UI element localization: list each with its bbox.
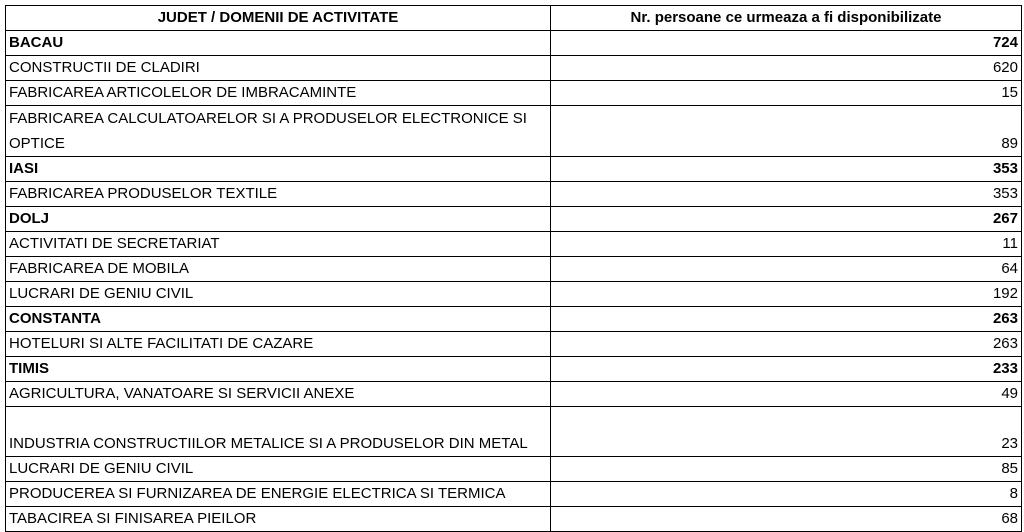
activity-name: FABRICAREA ARTICOLELOR DE IMBRACAMINTE <box>6 81 551 106</box>
activity-name: INDUSTRIA CONSTRUCTIILOR METALICE SI A PRODUSELOR DIN METAL <box>6 407 551 457</box>
table-row <box>6 182 1022 207</box>
table-row <box>6 457 1022 482</box>
table-row <box>6 332 1022 357</box>
activity-count: 85 <box>551 457 1022 482</box>
activity-count: 49 <box>551 382 1022 407</box>
activity-count: 64 <box>551 257 1022 282</box>
county-name: DOLJ <box>6 207 551 232</box>
activity-count: 192 <box>551 282 1022 307</box>
activity-name: LUCRARI DE GENIU CIVIL <box>6 457 551 482</box>
activity-name: ACTIVITATI DE SECRETARIAT <box>6 232 551 257</box>
table-header-row <box>6 6 1022 31</box>
activity-name: AGRICULTURA, VANATOARE SI SERVICII ANEXE <box>6 382 551 407</box>
activity-count: 263 <box>551 332 1022 357</box>
activity-count: 353 <box>551 182 1022 207</box>
activity-name: PRODUCEREA SI FURNIZAREA DE ENERGIE ELECTRICA SI TERMICA <box>6 482 551 507</box>
activity-name: LUCRARI DE GENIU CIVIL <box>6 282 551 307</box>
table-body <box>6 31 1022 532</box>
activity-count: 68 <box>551 507 1022 532</box>
county-row <box>6 157 1022 182</box>
table-row <box>6 81 1022 106</box>
county-name: IASI <box>6 157 551 182</box>
county-total: 267 <box>551 207 1022 232</box>
table-row <box>6 407 1022 457</box>
county-total: 724 <box>551 31 1022 56</box>
county-row <box>6 31 1022 56</box>
county-total: 353 <box>551 157 1022 182</box>
county-total: 263 <box>551 307 1022 332</box>
activity-count: 11 <box>551 232 1022 257</box>
table-row <box>6 106 1022 157</box>
table-row <box>6 257 1022 282</box>
county-row <box>6 207 1022 232</box>
table-row <box>6 482 1022 507</box>
activity-count: 89 <box>551 106 1022 157</box>
activity-count: 620 <box>551 56 1022 81</box>
county-name: TIMIS <box>6 357 551 382</box>
table-row <box>6 232 1022 257</box>
activity-name: CONSTRUCTII DE CLADIRI <box>6 56 551 81</box>
header-count: Nr. persoane ce urmeaza a fi disponibilizate <box>551 6 1022 31</box>
county-name: CONSTANTA <box>6 307 551 332</box>
county-total: 233 <box>551 357 1022 382</box>
layoffs-table <box>5 5 1022 532</box>
activity-count: 15 <box>551 81 1022 106</box>
county-row <box>6 357 1022 382</box>
activity-count: 8 <box>551 482 1022 507</box>
activity-count: 23 <box>551 407 1022 457</box>
activity-name: FABRICAREA DE MOBILA <box>6 257 551 282</box>
activity-name: FABRICAREA PRODUSELOR TEXTILE <box>6 182 551 207</box>
table-row <box>6 507 1022 532</box>
table-row <box>6 56 1022 81</box>
table-row <box>6 382 1022 407</box>
table-row <box>6 282 1022 307</box>
county-row <box>6 307 1022 332</box>
activity-name: HOTELURI SI ALTE FACILITATI DE CAZARE <box>6 332 551 357</box>
header-domain: JUDET / DOMENII DE ACTIVITATE <box>6 6 551 31</box>
county-name: BACAU <box>6 31 551 56</box>
activity-name: TABACIREA SI FINISAREA PIEILOR <box>6 507 551 532</box>
activity-name: FABRICAREA CALCULATOARELOR SI A PRODUSELOR ELECTRONICE SI OPTICE <box>6 106 551 157</box>
